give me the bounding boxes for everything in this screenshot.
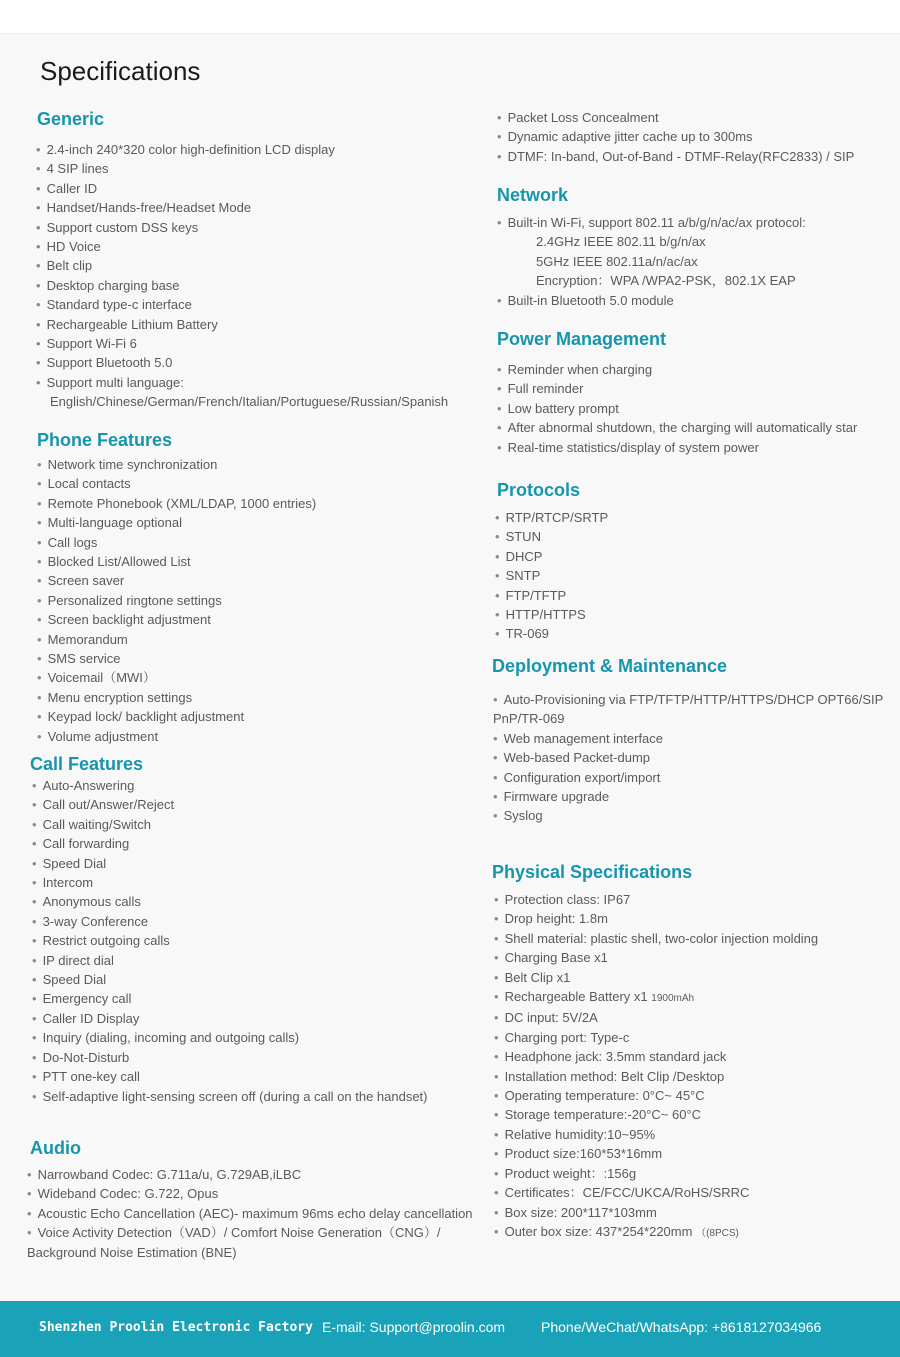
- page-title: Specifications: [40, 56, 201, 86]
- list-item: • Keypad lock/ backlight adjustment: [37, 707, 316, 726]
- list-item: • Certificates：CE/FCC/UKCA/RoHS/SRRC: [494, 1183, 818, 1202]
- power-heading: Power Management: [497, 329, 667, 349]
- list-item: • Shell material: plastic shell, two-color injection molding: [494, 929, 818, 948]
- list-item: • SNTP: [495, 566, 608, 585]
- power-list: [497, 360, 857, 457]
- list-item: • DC input: 5V/2A: [494, 1008, 818, 1027]
- list-item: • Support custom DSS keys: [36, 218, 448, 237]
- list-item: • Storage temperature:-20°C~ 60°C: [494, 1105, 818, 1124]
- list-item: • Self-adaptive light-sensing screen off (during a call on the handset): [32, 1087, 428, 1106]
- list-item: • Caller ID: [36, 179, 448, 198]
- list-item: • Support multi language:: [36, 373, 448, 392]
- list-item: • FTP/TFTP: [495, 586, 608, 605]
- list-item: • Full reminder: [497, 379, 857, 398]
- list-item: • Relative humidity:10~95%: [494, 1125, 818, 1144]
- list-item: • Charging Base x1: [494, 948, 818, 967]
- list-item: • Auto-Answering: [32, 776, 428, 795]
- network-heading: Network: [497, 185, 569, 205]
- list-item: • Firmware upgrade: [493, 787, 883, 806]
- list-item: • Acoustic Echo Cancellation (AEC)- maximum 96ms echo delay cancellation: [27, 1204, 473, 1223]
- list-item: • Wideband Codec: G.722, Opus: [27, 1184, 473, 1203]
- call-features-list: [32, 776, 428, 1106]
- list-item: • Remote Phonebook (XML/LDAP, 1000 entries): [37, 494, 316, 513]
- contact-footer: [0, 1301, 900, 1357]
- list-item: • Product weight：:156g: [494, 1164, 818, 1183]
- list-item: • 2.4-inch 240*320 color high-definition LCD display: [36, 140, 448, 159]
- list-item: • Web management interface: [493, 729, 883, 748]
- list-item: • Drop height: 1.8m: [494, 909, 818, 928]
- list-item: • Speed Dial: [32, 970, 428, 989]
- list-item: • PTT one-key call: [32, 1067, 428, 1086]
- audio-continued-list: [497, 108, 854, 166]
- list-item: • Menu encryption settings: [37, 688, 316, 707]
- list-item: • Volume adjustment: [37, 727, 316, 746]
- list-item: • Handset/Hands-free/Headset Mode: [36, 198, 448, 217]
- list-item: • Built-in Wi-Fi, support 802.11 a/b/g/n/ac/ax protocol:: [497, 213, 806, 232]
- list-item: [494, 1222, 818, 1243]
- list-item: • Belt clip: [36, 256, 448, 275]
- list-item: • Call logs: [37, 533, 316, 552]
- deployment-list: [493, 690, 883, 826]
- list-item: [494, 987, 818, 1008]
- list-item-continued: Background Noise Estimation (BNE): [27, 1244, 237, 1260]
- network-detail: Encryption：WPA /WPA2-PSK，802.1X EAP: [536, 273, 796, 289]
- spec-sheet: [0, 34, 900, 1301]
- list-item: • Operating temperature: 0°C~ 45°C: [494, 1086, 818, 1105]
- list-item-continued: PnP/TR-069: [493, 711, 565, 727]
- outer-box-label: Outer box size: 437*254*220mm: [504, 1223, 693, 1239]
- list-item: • Charging port: Type-c: [494, 1028, 818, 1047]
- list-item: • Multi-language optional: [37, 513, 316, 532]
- top-margin-bar: [0, 0, 900, 34]
- list-item: • SMS service: [37, 649, 316, 668]
- phone-features-list: [37, 455, 316, 746]
- network-detail: 2.4GHz IEEE 802.11 b/g/n/ax: [536, 234, 706, 250]
- protocols-list: [495, 508, 608, 644]
- list-item: • Real-time statistics/display of system power: [497, 438, 857, 457]
- list-item: • Restrict outgoing calls: [32, 931, 428, 950]
- battery-capacity: 1900mAh: [651, 993, 695, 1005]
- list-item: • TR-069: [495, 624, 608, 643]
- list-item: • Support Wi-Fi 6: [36, 334, 448, 353]
- list-item: • Reminder when charging: [497, 360, 857, 379]
- list-item: • Personalized ringtone settings: [37, 591, 316, 610]
- list-item: • Product size:160*53*16mm: [494, 1144, 818, 1163]
- list-item: • Dynamic adaptive jitter cache up to 300ms: [497, 127, 854, 146]
- network-detail: 5GHz IEEE 802.11a/n/ac/ax: [536, 253, 698, 269]
- battery-label: Rechargeable Battery x1: [504, 989, 648, 1005]
- list-item: • Headphone jack: 3.5mm standard jack: [494, 1047, 818, 1066]
- list-item: • Syslog: [493, 806, 883, 825]
- list-item: • DHCP: [495, 547, 608, 566]
- list-item: • 3-way Conference: [32, 912, 428, 931]
- list-item: • Narrowband Codec: G.711a/u, G.729AB,iLBC: [27, 1165, 473, 1184]
- list-item: • Emergency call: [32, 989, 428, 1008]
- list-item: • HD Voice: [36, 237, 448, 256]
- protocols-heading: Protocols: [497, 480, 581, 500]
- list-item: • Low battery prompt: [497, 399, 857, 418]
- list-item: • Auto-Provisioning via FTP/TFTP/HTTP/HTTPS/DHCP OPT66/SIP: [493, 690, 883, 709]
- footer-email[interactable]: E-mail: Support@proolin.com: [322, 1319, 506, 1335]
- network-list: [497, 213, 806, 310]
- company-name: Shenzhen Proolin Electronic Factory: [39, 1320, 313, 1335]
- list-item: • Do-Not-Disturb: [32, 1048, 428, 1067]
- list-item: • Belt Clip x1: [494, 968, 818, 987]
- audio-heading: Audio: [30, 1138, 81, 1158]
- list-item: • Speed Dial: [32, 854, 428, 873]
- list-item: • Local contacts: [37, 474, 316, 493]
- list-item: • Support Bluetooth 5.0: [36, 353, 448, 372]
- list-item: • 4 SIP lines: [36, 159, 448, 178]
- list-item: • Memorandum: [37, 630, 316, 649]
- list-item: • Rechargeable Lithium Battery: [36, 315, 448, 334]
- list-item: • After abnormal shutdown, the charging will automatically star: [497, 418, 857, 437]
- list-item: • Network time synchronization: [37, 455, 316, 474]
- generic-heading: Generic: [37, 109, 105, 129]
- list-item: • Packet Loss Concealment: [497, 108, 854, 127]
- list-item: • Desktop charging base: [36, 276, 448, 295]
- generic-list: [36, 140, 448, 412]
- list-item: • Voicemail（MWI）: [37, 668, 316, 687]
- list-item: • Built-in Bluetooth 5.0 module: [497, 291, 806, 310]
- list-item: • Protection class: IP67: [494, 890, 818, 909]
- languages-line: English/Chinese/German/French/Italian/Portuguese/Russian/Spanish: [50, 394, 449, 410]
- list-item: • Screen saver: [37, 571, 316, 590]
- list-item: • Caller ID Display: [32, 1009, 428, 1028]
- deployment-heading: Deployment & Maintenance: [492, 656, 728, 676]
- physical-list: [494, 890, 818, 1243]
- list-item: • Configuration export/import: [493, 768, 883, 787]
- outer-box-note: （(8PCS): [696, 1227, 739, 1239]
- list-item: • Standard type-c interface: [36, 295, 448, 314]
- list-item: • STUN: [495, 527, 608, 546]
- list-item: • Inquiry (dialing, incoming and outgoing calls): [32, 1028, 428, 1047]
- list-item: • Box size: 200*117*103mm: [494, 1203, 818, 1222]
- list-item: • Call waiting/Switch: [32, 815, 428, 834]
- footer-phone[interactable]: Phone/WeChat/WhatsApp: +8618127034966: [541, 1319, 822, 1335]
- list-item: • HTTP/HTTPS: [495, 605, 608, 624]
- audio-list: [27, 1165, 473, 1262]
- physical-heading: Physical Specifications: [492, 862, 693, 882]
- list-item: • Installation method: Belt Clip /Desktop: [494, 1067, 818, 1086]
- list-item: • IP direct dial: [32, 951, 428, 970]
- list-item: • Intercom: [32, 873, 428, 892]
- list-item: • RTP/RTCP/SRTP: [495, 508, 608, 527]
- phone-features-heading: Phone Features: [37, 430, 173, 450]
- list-item: • DTMF: In-band, Out-of-Band - DTMF-Relay(RFC2833) / SIP: [497, 147, 854, 166]
- list-item: • Voice Activity Detection（VAD）/ Comfort Noise Generation（CNG）/: [27, 1223, 473, 1242]
- list-item: • Web-based Packet-dump: [493, 748, 883, 767]
- list-item: • Call out/Answer/Reject: [32, 795, 428, 814]
- list-item: • Blocked List/Allowed List: [37, 552, 316, 571]
- list-item: • Anonymous calls: [32, 892, 428, 911]
- list-item: • Call forwarding: [32, 834, 428, 853]
- list-item: • Screen backlight adjustment: [37, 610, 316, 629]
- call-features-heading: Call Features: [30, 754, 144, 774]
